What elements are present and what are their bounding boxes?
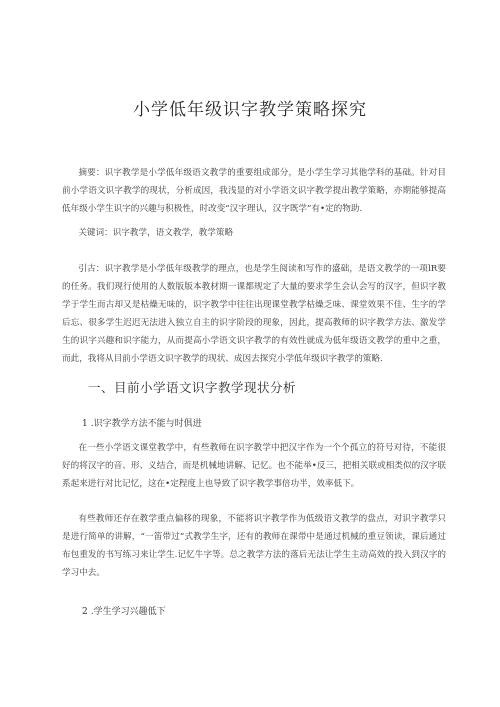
paper-title: 小学低年级识字教学策略探究 bbox=[133, 100, 367, 120]
introduction-text: 识字教学是小学低年级教学的理点，也是学生阅读和写作的盛础，是语文教学的一项lR要的任务。我们现行使用的人数版版本教材期一课都规定了大量的要求学生会认会写的汉字，但识字教学于学生而古却又是枯燥无味的，识字教学中往往出现课堂教学枯燥乏味、课堂效果不佳、生字的学后忘、很多学生迟迟无法进入独立自主的识字阶段的现象，因此，提高教师的识字教学方法、激发学生的识字兴趣和识字能力，从而提高小学语文识字教学的有效性就成为低年级语文教学的重中之重，而此，我将从目前小学语文识字教学的现状、成因去探究小学低年级识字教学的策略. bbox=[62, 264, 446, 364]
keywords-label: 关键词： bbox=[78, 228, 113, 238]
body-paragraph-1: 在一些小学语文课堂教学中，有些教师在识字教学中把汉字作为一个个孤立的符号对待，不能很好的将汉字的音、形、义结合，而是机械地讲解、记忆。也不能举•反三，把相关联或相类似的汉字联系起来进行对比记忆，这在•定程度上也导致了识字教学事倍功半，效率低下。 bbox=[62, 443, 446, 489]
introduction-paragraph bbox=[62, 260, 446, 368]
subsection-text-2: .学生学习兴趣低下 bbox=[90, 607, 166, 617]
keywords-paragraph bbox=[62, 224, 446, 242]
subsection-heading-1 bbox=[82, 416, 202, 429]
body-paragraph-2: 有些教师还存在教学重点偏移的现象，不能将识字教学作为低级语文教学的盘点，对识字教学只是进行简单的讲解，“一笛带过“式教学生字，还有的教师在课带中是通过机械的重豆领读，课后通过布包重发的书写练习来让学生.记忆牛字等。总之教学方法的落后无法让学生主动高效的投入到汉字的学习中去。 bbox=[62, 514, 446, 578]
subsection-number-2: 2 bbox=[82, 607, 88, 617]
introduction-label: 引古： bbox=[78, 264, 105, 274]
abstract-text: 识字教学是小学低年级语文教学的重要组成部分，是小学生学习其他学科的基础。针对目前小学语文识字教学的现状，分析成因，我浅显的对小学语文识字教学提出教学策略，亦期能够提高低年级小学生识字的兴趣与积极性，时改变“汉字理认，汉字既学”有•定的物助. bbox=[62, 168, 446, 214]
subsection-text-1: .识字教学方法不能与时俱进 bbox=[90, 419, 202, 429]
subsection-heading-2 bbox=[82, 604, 166, 617]
keywords-text: 识字教学，语文教学，教学策略 bbox=[112, 228, 234, 238]
abstract-paragraph bbox=[62, 164, 446, 218]
subsection-number-1: 1 bbox=[82, 419, 88, 429]
abstract-label: 摘要： bbox=[78, 168, 105, 178]
section-heading: 一、目前小学语文识字教学现状分析 bbox=[88, 380, 297, 395]
